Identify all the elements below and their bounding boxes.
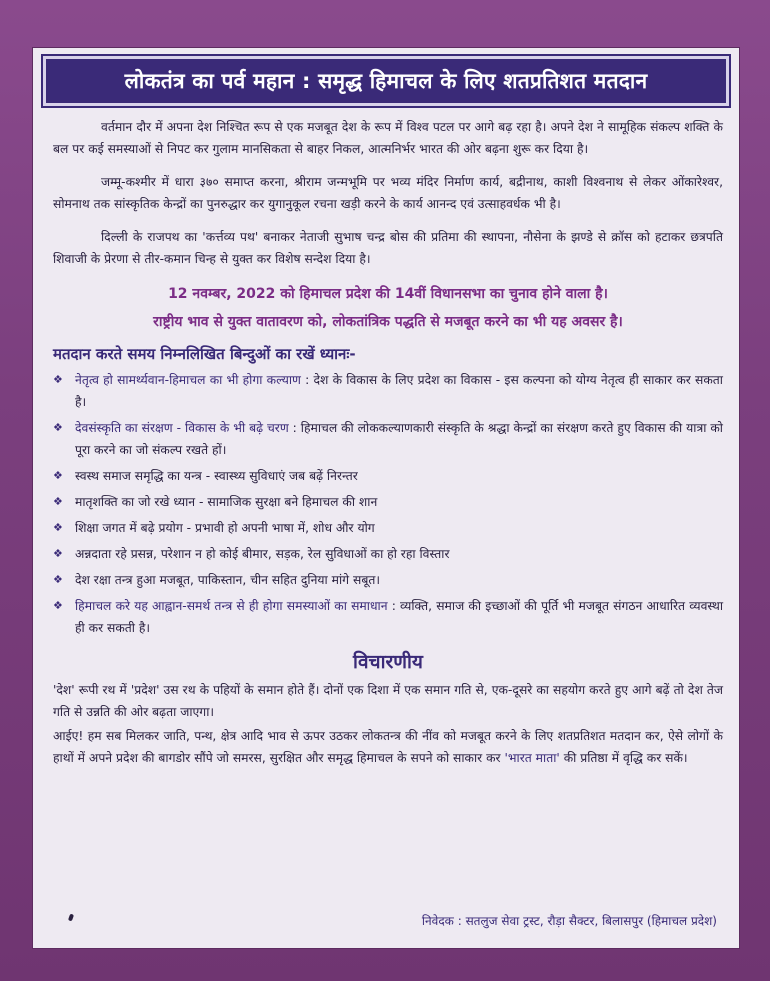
diamond-bullet-icon: ❖ xyxy=(53,421,63,434)
reflection-title: विचारणीय xyxy=(353,651,423,673)
reflection-text-end: की प्रतिष्ठा में वृद्धि कर सकें। xyxy=(559,751,688,765)
page-title: लोकतंत्र का पर्व महान : समृद्ध हिमाचल के लिए शतप्रतिशत मतदान xyxy=(124,69,648,93)
list-item xyxy=(53,417,723,461)
reflection-paragraph-2 xyxy=(53,725,723,769)
points-heading: मतदान करते समय निम्नलिखित बिन्दुओं का रखें ध्यानः- xyxy=(53,345,356,363)
list-item xyxy=(53,543,723,565)
point-text: स्वस्थ समाज समृद्धि का यन्त्र - स्वास्थ्य सुविधाएं जब बढ़ें निरन्तर xyxy=(75,469,358,483)
highlight-line-2: राष्ट्रीय भाव से युक्त वातावरण को, लोकतांत्रिक पद्धति से मजबूत करने का भी यह अवसर है। xyxy=(153,314,623,330)
title-banner xyxy=(43,56,729,106)
list-item xyxy=(53,517,723,539)
diamond-bullet-icon: ❖ xyxy=(53,599,63,612)
poster-body xyxy=(53,116,723,780)
point-text: : व्यक्ति, समाज की इच्छाओं की पूर्ति भी मजबूत संगठन आधारित व्यवस्था ही कर सकती है। xyxy=(75,599,724,635)
election-highlight xyxy=(53,281,723,335)
publisher-credit: निवेदक : सतलुज सेवा ट्रस्ट, रौड़ा सैक्टर, बिलासपुर (हिमाचल प्रदेश) xyxy=(421,914,717,928)
point-text: अन्नदाता रहे प्रसन्न, परेशान न हो कोई बीमार, सड़क, रेल सुविधाओं का हो रहा विस्तार xyxy=(75,547,450,561)
diamond-bullet-icon: ❖ xyxy=(53,521,63,534)
bharat-mata-emphasis: 'भारत माता' xyxy=(504,751,560,765)
intro-paragraph-1: वर्तमान दौर में अपना देश निश्चित रूप से एक मजबूत देश के रूप में विश्व पटल पर आगे बढ़ रहा है। अपने देश ने सामूहिक संकल्प शक्ति के बल पर कई समस्याओं से निपट कर गुलाम मानसिकता से बाहर निकल, आत्मनिर्भर भारत की ओर बढ़ना शुरू कर दिया है। xyxy=(53,120,723,156)
diamond-bullet-icon: ❖ xyxy=(53,495,63,508)
point-text: मातृशक्ति का जो रखे ध्यान - सामाजिक सुरक्षा बने हिमाचल की शान xyxy=(75,495,378,509)
point-text: : हिमाचल की लोककल्याणकारी संस्कृति के श्रद्धा केन्द्रों का संरक्षण करते हुए विकास की यात्रा को पूरा करने का जो संकल्प रखते हों। xyxy=(75,421,723,457)
ink-mark xyxy=(68,914,74,922)
point-text: : देश के विकास के लिए प्रदेश का विकास - इस कल्पना को योग्य नेतृत्व ही साकार कर सकता है। xyxy=(75,373,723,409)
diamond-bullet-icon: ❖ xyxy=(53,469,63,482)
reflection-paragraph-1: 'देश' रूपी रथ में 'प्रदेश' उस रथ के पहियों के समान होते हैं। दोनों एक दिशा में एक समान गति से, एक-दूसरे का सहयोग करते हुए आगे बढ़ें तो देश तेज गति से उन्नति की ओर बढ़ता जाएगा। xyxy=(53,683,723,719)
highlight-line-1: 12 नवम्बर, 2022 को हिमाचल प्रदेश की 14वीं विधानसभा का चुनाव होने वाला है। xyxy=(168,286,608,302)
point-text: देश रक्षा तन्त्र हुआ मजबूत, पाकिस्तान, चीन सहित दुनिया मांगे सबूत। xyxy=(75,573,381,587)
reflection-text-start: आईए! हम सब मिलकर जाति, पन्थ, क्षेत्र आदि भाव से ऊपर उठकर लोकतन्त्र की नींव को मजबूत करने के लिए शतप्रतिशत मतदान कर, ऐसे लोगों के हाथों में अपने प्रदेश की बागडोर सौंपे जो समरस, सुरक्षित और समृद्ध हिमाचल के सपने को साकार कर xyxy=(53,729,723,765)
list-item xyxy=(53,465,723,487)
list-item xyxy=(53,369,723,413)
intro-paragraph-3: दिल्ली के राजपथ का 'कर्त्तव्य पथ' बनाकर नेताजी सुभाष चन्द्र बोस की प्रतिमा की स्थापना, नौसेना के झण्डे से क्रॉस को हटाकर छत्रपति शिवाजी के प्रेरणा से तीर-कमान चिन्ह से युक्त कर विशेष सन्देश दिया है। xyxy=(53,230,723,266)
point-text: शिक्षा जगत में बढ़े प्रयोग - प्रभावी हो अपनी भाषा में, शोध और योग xyxy=(75,521,375,535)
intro-paragraph-2: जम्मू-कश्मीर में धारा ३७० समाप्त करना, श्रीराम जन्मभूमि पर भव्य मंदिर निर्माण कार्य, बद्रीनाथ, काशी विश्वनाथ से लेकर ओंकारेश्वर, सोमनाथ तक सांस्कृतिक केन्द्रों का पुनरुद्धार कर युगानुकूल रचना खड़ी करने के कार्य आनन्द एवं उत्साहवर्धक भी है। xyxy=(53,175,723,211)
diamond-bullet-icon: ❖ xyxy=(53,573,63,586)
point-lead: हिमाचल करे यह आह्वान-समर्थ तन्त्र से ही होगा समस्याओं का समाधान xyxy=(75,599,388,613)
point-lead: नेतृत्व हो सामर्थ्यवान-हिमाचल का भी होगा कल्याण xyxy=(75,373,301,387)
list-item xyxy=(53,569,723,591)
diamond-bullet-icon: ❖ xyxy=(53,373,63,386)
points-list xyxy=(53,369,723,639)
poster-sheet xyxy=(33,48,739,948)
list-item xyxy=(53,491,723,513)
diamond-bullet-icon: ❖ xyxy=(53,547,63,560)
list-item xyxy=(53,595,723,639)
point-lead: देवसंस्कृति का संरक्षण - विकास के भी बढ़े चरण xyxy=(75,421,289,435)
